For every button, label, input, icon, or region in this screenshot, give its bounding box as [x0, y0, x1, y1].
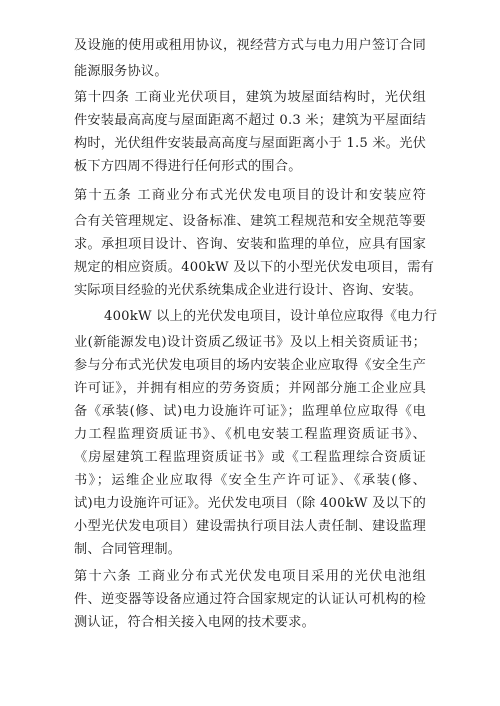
text-line: 构时，光伏组件安装最高高度与屋面距离小于 1.5 米。光伏 [74, 136, 426, 151]
text-line: 制、合同管理制。 [74, 542, 182, 557]
text-line: 400kW 以上的光伏发电项目，设计单位应取得《电力行 [104, 309, 438, 324]
text-line: 实际项目经验的光伏系统集成企业进行设计、咨询、安装。 [74, 283, 423, 298]
text-line: 件、逆变器等设备应通过符合国家规定的认证认可机构的检 [74, 592, 426, 607]
text-line: 测认证，符合相关接入电网的技术要求。 [74, 615, 315, 630]
text-line: 书》；运维企业应取得《安全生产许可证》、《承装(修、 [74, 473, 426, 488]
text-line: 板下方四周不得进行任何形式的围合。 [74, 159, 302, 174]
text-line: 小型光伏发电项目）建设需执行项目法人责任制、建设监理 [74, 519, 426, 534]
text-line: 第十四条 工商业光伏项目，建筑为坡屋面结构时，光伏组 [74, 90, 426, 105]
text-line: 能源服务协议。 [74, 64, 168, 79]
text-line: 及设施的使用或租用协议，视经营方式与电力用户签订合同 [74, 38, 426, 53]
text-line: 规定的相应资质。400kW 及以下的小型光伏发电项目，需有 [74, 260, 435, 275]
text-line: 《房屋建筑工程监理资质证书》或《工程监理综合资质证 [74, 450, 426, 465]
text-line: 第十六条 工商业分布式光伏发电项目采用的光伏电池组 [74, 569, 426, 584]
text-line: 试)电力设施许可证》。光伏发电项目（除 400kW 及以下的 [74, 496, 426, 511]
text-line: 合有关管理规定、设备标准、建筑工程规范和安全规范等要 [74, 214, 426, 229]
text-line: 求。承担项目设计、咨询、安装和监理的单位，应具有国家 [74, 237, 426, 252]
text-line: 第十五条 工商业分布式光伏发电项目的设计和安装应符 [74, 188, 426, 203]
text-line: 许可证》，并拥有相应的劳务资质；并网部分施工企业应具 [74, 381, 426, 396]
text-line: 件安装最高高度与屋面距离不超过 0.3 米；建筑为平屋面结 [74, 113, 426, 128]
text-line: 业(新能源发电)设计资质乙级证书》及以上相关资质证书； [74, 335, 426, 350]
text-line: 备《承装(修、试)电力设施许可证》；监理单位应取得《电 [74, 404, 426, 419]
text-line: 力工程监理资质证书》、《机电安装工程监理资质证书》、 [74, 427, 426, 442]
text-line: 参与分布式光伏发电项目的场内安装企业应取得《安全生产 [74, 358, 426, 373]
